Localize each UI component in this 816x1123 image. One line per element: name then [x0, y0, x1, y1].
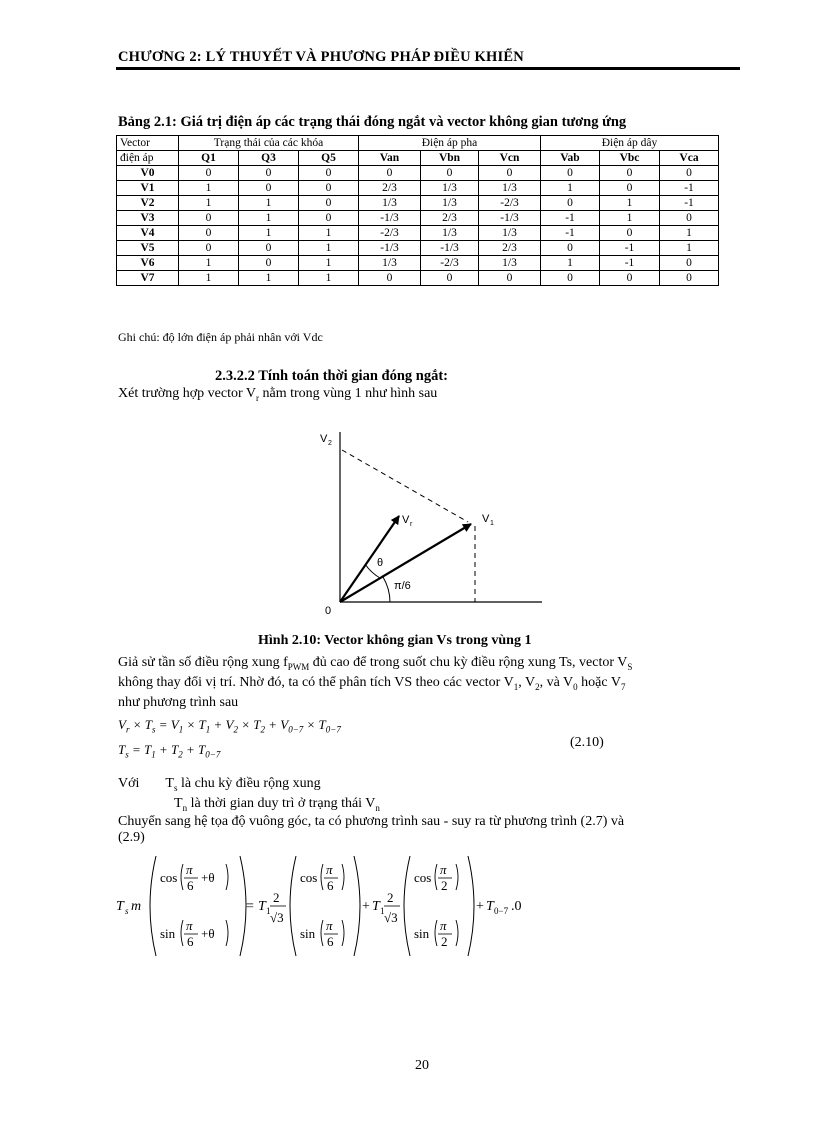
page-number: 20: [415, 1058, 429, 1073]
table-caption: Bảng 2.1: Giá trị điện áp các trạng thái đóng ngắt và vector không gian tương ứng: [118, 114, 627, 130]
svg-text:2: 2: [273, 890, 280, 905]
table-cell: 0: [239, 241, 299, 256]
table-cell: 1/3: [421, 181, 479, 196]
table-row: [117, 226, 719, 241]
v1-label-sub: 1: [490, 520, 494, 527]
svg-text:6: 6: [187, 934, 194, 949]
svg-text:1: 1: [380, 906, 385, 916]
table-cell: 0: [541, 271, 600, 286]
v2-label-sub: 2: [328, 440, 332, 447]
svg-text:+θ: +θ: [201, 870, 215, 885]
svg-text:T: T: [372, 899, 380, 914]
table-cell: 0: [179, 226, 239, 241]
svg-text:sin: sin: [414, 926, 430, 941]
row-vector-label: V0: [117, 166, 179, 181]
table-cell: 1: [239, 211, 299, 226]
table-cell: -1/3: [359, 211, 421, 226]
svg-text:2: 2: [441, 878, 448, 893]
svg-text:+: +: [476, 899, 484, 914]
equation-line-1: $V_r \times T_s = V_1 \times T_1 + V_2 \times T_2 + V_{0-7} \times T_{0-7}$: [118, 717, 341, 735]
table-cell: 0: [600, 271, 660, 286]
svg-text:π: π: [326, 862, 333, 877]
table-cell: -2/3: [421, 256, 479, 271]
header-dien-ap: điện áp: [117, 151, 179, 166]
svg-text:2: 2: [387, 890, 394, 905]
header-phase-voltage: Điện áp pha: [359, 136, 541, 151]
table-cell: 1: [299, 226, 359, 241]
table-cell: -2/3: [359, 226, 421, 241]
table-cell: -1: [660, 181, 719, 196]
svg-text:1: 1: [266, 906, 271, 916]
table-cell: 0: [239, 181, 299, 196]
table-note: Ghi chú: độ lớn điện áp phải nhân với Vdc: [118, 330, 323, 344]
table-cell: 0: [299, 166, 359, 181]
table-cell: -1/3: [479, 211, 541, 226]
col-header: Q3: [239, 151, 299, 166]
equation-number: (2.10): [570, 735, 604, 750]
vr-vector: [340, 516, 399, 602]
table-cell: 1: [239, 271, 299, 286]
table-cell: 0: [179, 241, 239, 256]
table-cell: -1/3: [359, 241, 421, 256]
col-header: Q5: [299, 151, 359, 166]
switching-state-table: [116, 135, 719, 286]
row-vector-label: V5: [117, 241, 179, 256]
table-cell: 1/3: [421, 226, 479, 241]
table-cell: 0: [299, 196, 359, 211]
assumption-paragraph: Giả sử tần số điều rộng xung $f_{PWM}$ đủ cao để trong suốt chu kỳ điều rộng xung Ts, vector $V_S$ không thay đổi vị trí. Nhờ đó, ta có thể phân tích VS theo các vector $V_1$, $V_2$, và $V_0$ hoặc $V_7$ như phương trình sau: [118, 655, 633, 710]
vr-label-sub: r: [410, 521, 413, 528]
table-cell: 0: [239, 166, 299, 181]
svg-text:π: π: [186, 862, 193, 877]
svg-text:√3: √3: [270, 910, 284, 925]
table-cell: 0: [299, 181, 359, 196]
svg-text:+θ: +θ: [201, 926, 215, 941]
table-cell: 0: [541, 166, 600, 181]
table-cell: 1: [179, 271, 239, 286]
svg-text:0−7: 0−7: [494, 906, 509, 916]
svg-text:sin: sin: [160, 926, 176, 941]
table-cell: 0: [179, 211, 239, 226]
table-cell: 0: [359, 271, 421, 286]
table-row: [117, 166, 719, 181]
svg-text:cos: cos: [300, 870, 318, 885]
pi6-label: π/6: [394, 580, 411, 592]
table-cell: 0: [541, 196, 600, 211]
table-cell: 1: [179, 256, 239, 271]
coordinate-paragraph: Chuyển sang hệ tọa độ vuông góc, ta có phương trình sau - suy ra từ phương trình (2.7) và (2.9): [118, 814, 625, 845]
v2-label: V: [320, 433, 328, 445]
table-cell: 1: [299, 241, 359, 256]
table-cell: 1: [179, 196, 239, 211]
svg-text:+: +: [362, 899, 370, 914]
table-cell: 1: [299, 271, 359, 286]
table-row: [117, 211, 719, 226]
col-header: Van: [359, 151, 421, 166]
header-vector: Vector: [117, 136, 179, 151]
table-cell: 0: [299, 211, 359, 226]
v1-label: V: [482, 513, 490, 525]
svg-text:6: 6: [187, 878, 194, 893]
svg-text:=: =: [246, 899, 254, 914]
table-cell: -2/3: [479, 196, 541, 211]
table-cell: 1: [600, 211, 660, 226]
table-cell: 0: [600, 166, 660, 181]
row-vector-label: V4: [117, 226, 179, 241]
table-cell: 2/3: [479, 241, 541, 256]
table-cell: 1: [600, 196, 660, 211]
svg-text:m: m: [131, 899, 142, 914]
col-header: Vbn: [421, 151, 479, 166]
svg-text:T: T: [486, 899, 494, 914]
where-block: Với $T_s$ là chu kỳ điều rộng xung $T_n$ là thời gian duy trì ở trạng thái $V_n$: [118, 776, 380, 813]
svg-text:π: π: [186, 918, 193, 933]
row-vector-label: V2: [117, 196, 179, 211]
theta-label: θ: [377, 557, 384, 569]
svg-text:π: π: [440, 918, 447, 933]
table-cell: 1/3: [479, 256, 541, 271]
table-cell: 1: [660, 226, 719, 241]
table-row: [117, 271, 719, 286]
table-cell: -1: [541, 226, 600, 241]
table-cell: 1/3: [479, 181, 541, 196]
table-cell: 1/3: [479, 226, 541, 241]
svg-text:√3: √3: [384, 910, 398, 925]
svg-text:π: π: [326, 918, 333, 933]
table-cell: 0: [479, 166, 541, 181]
svg-text:s: s: [125, 906, 129, 916]
table-row: [117, 181, 719, 196]
svg-text:cos: cos: [160, 870, 178, 885]
table-cell: 0: [600, 181, 660, 196]
row-vector-label: V1: [117, 181, 179, 196]
table-cell: 0: [660, 256, 719, 271]
table-cell: 0: [359, 166, 421, 181]
col-header: Q1: [179, 151, 239, 166]
table-cell: -1/3: [421, 241, 479, 256]
table-cell: 0: [179, 166, 239, 181]
matrix-equation: [116, 852, 556, 962]
svg-text:.0: .0: [511, 899, 522, 914]
intro-paragraph: Xét trường hợp vector $V_r$ nằm trong vùng 1 như hình sau: [118, 386, 438, 403]
vector-diagram: [310, 420, 550, 620]
table-cell: 1: [299, 256, 359, 271]
row-vector-label: V3: [117, 211, 179, 226]
table-cell: -1: [600, 256, 660, 271]
table-cell: 0: [541, 241, 600, 256]
col-header: Vbc: [600, 151, 660, 166]
table-cell: 0: [421, 271, 479, 286]
table-cell: 1: [179, 181, 239, 196]
table-cell: 1: [239, 196, 299, 211]
table-cell: 0: [239, 256, 299, 271]
svg-text:2: 2: [441, 934, 448, 949]
table-cell: 1/3: [359, 256, 421, 271]
svg-text:sin: sin: [300, 926, 316, 941]
col-header: Vcn: [479, 151, 541, 166]
table-cell: -1: [541, 211, 600, 226]
table-cell: 0: [421, 166, 479, 181]
table-cell: 1: [541, 181, 600, 196]
origin-label: 0: [325, 605, 332, 617]
row-vector-label: V7: [117, 271, 179, 286]
figure-caption: Hình 2.10: Vector không gian Vs trong vùng 1: [258, 633, 532, 648]
table-cell: 0: [479, 271, 541, 286]
pi6-arc: [383, 577, 390, 602]
chapter-header: CHƯƠNG 2: LÝ THUYẾT VÀ PHƯƠNG PHÁP ĐIỀU KHIỂN: [118, 49, 524, 65]
table-cell: -1: [660, 196, 719, 211]
svg-text:π: π: [440, 862, 447, 877]
section-heading: 2.3.2.2 Tính toán thời gian đóng ngắt:: [215, 368, 448, 384]
row-vector-label: V6: [117, 256, 179, 271]
v2-v1-dashed: [342, 450, 468, 522]
header-line-voltage: Điện áp dây: [541, 136, 719, 151]
table-row: [117, 241, 719, 256]
svg-text:T: T: [258, 899, 266, 914]
table-cell: 2/3: [359, 181, 421, 196]
header-switch-states: Trạng thái của các khóa: [179, 136, 359, 151]
table-cell: 1/3: [421, 196, 479, 211]
table-cell: 1: [660, 241, 719, 256]
table-cell: 0: [660, 271, 719, 286]
table-cell: 0: [600, 226, 660, 241]
table-cell: -1: [600, 241, 660, 256]
table-row: [117, 196, 719, 211]
table-cell: 2/3: [421, 211, 479, 226]
table-cell: 0: [660, 166, 719, 181]
col-header: Vca: [660, 151, 719, 166]
svg-text:6: 6: [327, 934, 334, 949]
equation-line-2: $T_s = T_1 + T_2 + T_{0-7}$: [118, 742, 221, 760]
svg-text:T: T: [116, 899, 124, 914]
table-row: [117, 256, 719, 271]
vr-label: V: [402, 514, 410, 526]
header-rule: [116, 67, 740, 70]
table-cell: 1: [541, 256, 600, 271]
table-cell: 1/3: [359, 196, 421, 211]
table-cell: 1: [239, 226, 299, 241]
col-header: Vab: [541, 151, 600, 166]
svg-text:6: 6: [327, 878, 334, 893]
table-cell: 0: [660, 211, 719, 226]
svg-text:cos: cos: [414, 870, 432, 885]
